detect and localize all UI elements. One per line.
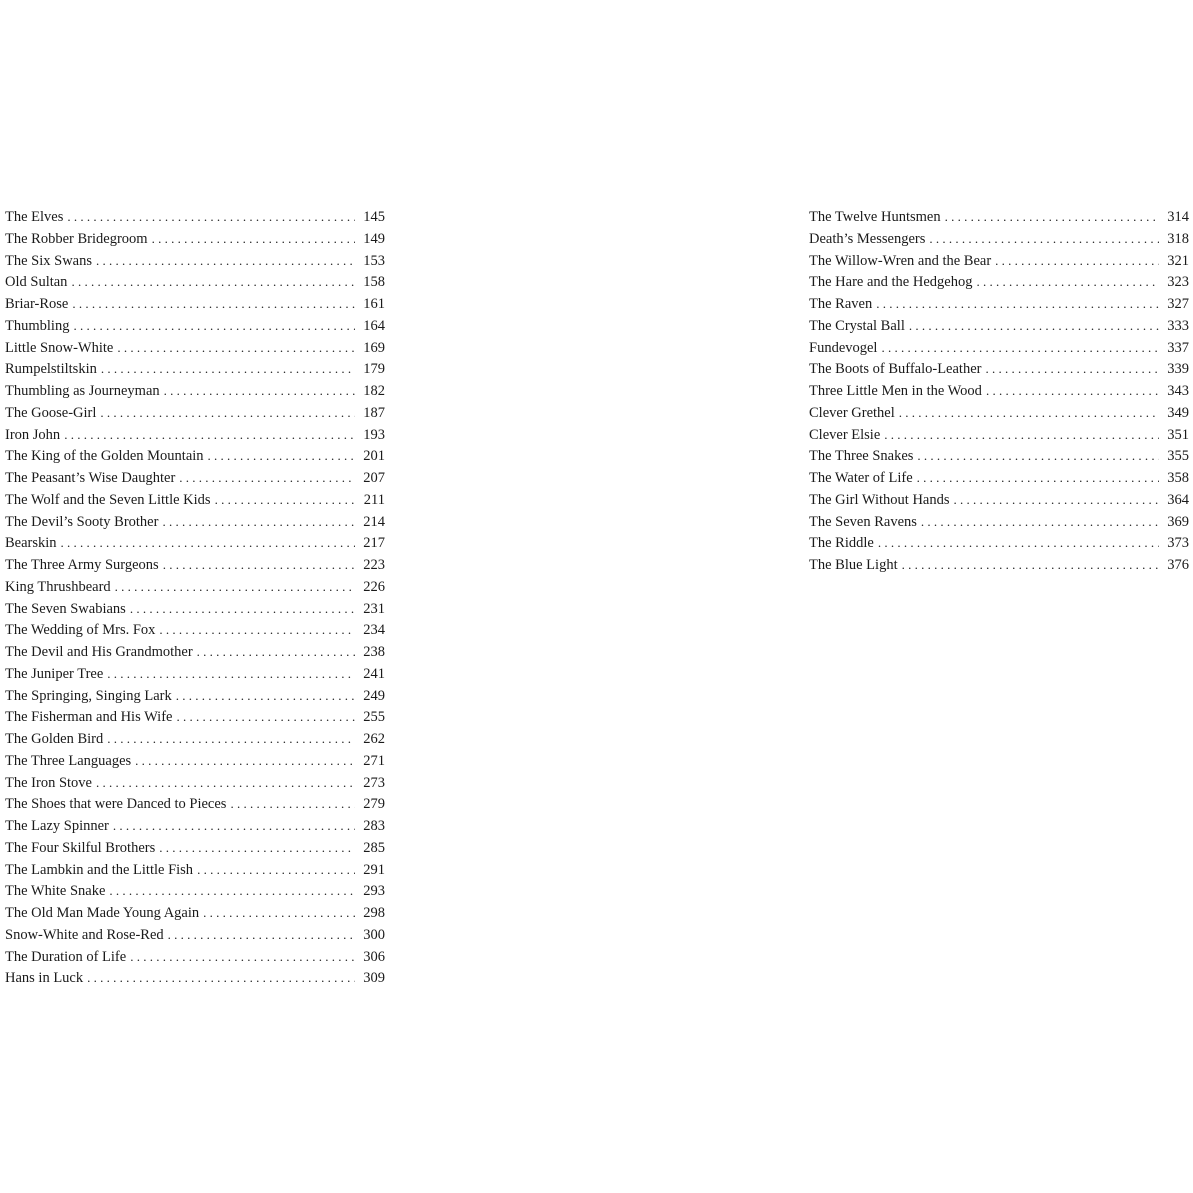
dot-leader [881,337,1159,359]
entry-title: The Goose-Girl [5,404,97,421]
toc-entry [5,206,385,228]
entry-page-number: 262 [363,731,385,747]
entry-title: Death’s Messengers [809,230,926,247]
entry-page-number: 214 [363,513,385,530]
toc-entry [5,445,385,467]
entry-page-number: 323 [1167,274,1189,291]
entry-title: The Twelve Huntsmen [809,209,941,225]
entry-page-number: 179 [363,361,385,378]
entry-title: The Girl Without Hands [809,491,950,508]
dot-leader [96,250,355,272]
entry-title: The Raven [809,296,873,312]
toc-entry [5,576,385,598]
entry-page-number: 306 [363,948,385,965]
entry-page-number: 376 [1167,557,1189,573]
toc-entry [5,424,385,446]
entry-title: The Robber Bridegroom [5,230,148,247]
toc-entry [809,271,1189,293]
toc-entry [5,315,385,337]
entry-page-number: 314 [1167,209,1189,225]
dot-leader [96,772,355,794]
entry-page-number: 291 [363,861,385,878]
dot-leader [61,532,355,554]
toc-entry [809,380,1189,402]
dot-leader [986,380,1159,402]
entry-page-number: 373 [1167,535,1189,552]
entry-title: Briar-Rose [5,296,69,312]
entry-title: The Shoes that were Danced to Pieces [5,796,227,813]
entry-title: The Devil’s Sooty Brother [5,513,159,530]
toc-entry [5,902,385,924]
entry-page-number: 343 [1167,383,1189,399]
entry-page-number: 158 [363,274,385,291]
entry-title: The Three Languages [5,752,132,769]
entry-page-number: 149 [363,230,385,247]
dot-leader [929,228,1159,250]
dot-leader [976,271,1159,293]
entry-page-number: 318 [1167,230,1189,247]
toc-entry [809,511,1189,533]
toc-entry [809,358,1189,380]
entry-title: Thumbling as Journeyman [5,383,160,399]
entry-title: The Crystal Ball [809,317,905,334]
toc-entry [5,358,385,380]
entry-title: The Devil and His Grandmother [5,644,193,660]
toc-entry [5,728,385,750]
dot-leader [73,315,355,337]
entry-page-number: 355 [1167,448,1189,465]
toc-entry [5,685,385,707]
entry-title: The Four Skilful Brothers [5,839,156,856]
entry-title: Clever Grethel [809,404,895,421]
entry-page-number: 201 [363,448,385,465]
dot-leader [152,228,355,250]
toc-entry [5,489,385,511]
entry-page-number: 238 [363,644,385,660]
entry-page-number: 300 [363,926,385,943]
entry-page-number: 226 [363,578,385,595]
entry-title: The Willow-Wren and the Bear [809,252,992,269]
toc-left-column [5,206,385,989]
dot-leader [115,576,355,598]
entry-page-number: 145 [363,209,385,225]
dot-leader [162,511,355,533]
entry-title: The Wedding of Mrs. Fox [5,622,156,639]
entry-page-number: 293 [363,883,385,900]
dot-leader [197,641,355,663]
dot-leader [230,793,355,815]
dot-leader [176,685,355,707]
toc-entry [809,532,1189,554]
toc-entry [5,859,385,881]
entry-title: The Juniper Tree [5,665,104,682]
entry-title: The Peasant’s Wise Daughter [5,470,176,486]
toc-entry [5,946,385,968]
toc-entry [5,228,385,250]
dot-leader [117,337,355,359]
dot-leader [921,511,1159,533]
entry-page-number: 164 [363,317,385,334]
toc-right-column [809,206,1189,576]
entry-page-number: 207 [363,470,385,486]
entry-title: The Lazy Spinner [5,818,109,834]
dot-leader [176,706,355,728]
toc-entry [809,554,1189,576]
entry-page-number: 271 [363,752,385,769]
entry-page-number: 351 [1167,426,1189,443]
dot-leader [130,598,355,620]
toc-entry [5,772,385,794]
dot-leader [71,271,355,293]
dot-leader [876,293,1159,315]
dot-leader [878,532,1159,554]
entry-title: The Hare and the Hedgehog [809,274,973,291]
entry-title: Little Snow-White [5,339,114,356]
entry-page-number: 321 [1167,252,1189,269]
toc-entry [809,445,1189,467]
dot-leader [179,467,355,489]
entry-page-number: 249 [363,687,385,704]
toc-entry [809,489,1189,511]
toc-entry [5,532,385,554]
toc-entry [809,293,1189,315]
entry-title: The Six Swans [5,252,92,269]
entry-title: The Blue Light [809,557,898,573]
dot-leader [159,619,355,641]
entry-title: The Seven Ravens [809,513,917,530]
entry-title: The Riddle [809,535,874,552]
entry-title: The Golden Bird [5,731,104,747]
entry-title: The Iron Stove [5,774,92,791]
dot-leader [67,206,355,228]
dot-leader [909,315,1159,337]
toc-entry [809,402,1189,424]
entry-page-number: 298 [363,905,385,921]
entry-page-number: 333 [1167,317,1189,334]
dot-leader [164,380,355,402]
dot-leader [64,424,355,446]
toc-entry [5,837,385,859]
entry-page-number: 169 [363,339,385,356]
toc-entry [5,641,385,663]
entry-title: Thumbling [5,317,70,334]
entry-page-number: 182 [363,383,385,399]
toc-entry [809,206,1189,228]
dot-leader [135,750,355,772]
entry-title: The Fisherman and His Wife [5,709,173,726]
toc-entry [5,967,385,989]
toc-entry [5,815,385,837]
toc-entry [5,380,385,402]
dot-leader [163,554,355,576]
dot-leader [107,663,355,685]
toc-entry [809,424,1189,446]
entry-title: The Old Man Made Young Again [5,905,200,921]
dot-leader [899,402,1159,424]
entry-page-number: 273 [363,774,385,791]
dot-leader [100,402,355,424]
entry-page-number: 349 [1167,404,1189,421]
toc-entry [809,337,1189,359]
toc-entry [809,228,1189,250]
toc-entry [809,315,1189,337]
dot-leader [109,880,355,902]
toc-entry [5,619,385,641]
entry-title: The Water of Life [809,470,913,486]
dot-leader [113,815,355,837]
dot-leader [101,358,355,380]
dot-leader [107,728,355,750]
entry-page-number: 153 [363,252,385,269]
dot-leader [917,445,1159,467]
toc-entry [5,663,385,685]
entry-page-number: 187 [363,404,385,421]
entry-page-number: 217 [363,535,385,552]
dot-leader [208,445,355,467]
entry-title: The Boots of Buffalo-Leather [809,361,982,378]
toc-entry [5,598,385,620]
entry-page-number: 234 [363,622,385,639]
entry-title: Hans in Luck [5,970,84,987]
toc-entry [5,750,385,772]
toc-entry [5,511,385,533]
dot-leader [215,489,355,511]
dot-leader [203,902,355,924]
entry-page-number: 241 [363,665,385,682]
dot-leader [72,293,355,315]
entry-page-number: 255 [363,709,385,726]
entry-page-number: 161 [363,296,385,312]
entry-page-number: 327 [1167,296,1189,312]
toc-entry [5,880,385,902]
entry-title: The Seven Swabians [5,600,126,617]
dot-leader [902,554,1159,576]
entry-page-number: 339 [1167,361,1189,378]
dot-leader [945,206,1159,228]
dot-leader [197,859,355,881]
toc-entry [5,467,385,489]
dot-leader [884,424,1159,446]
entry-title: Clever Elsie [809,426,881,443]
entry-page-number: 285 [363,839,385,856]
entry-title: Rumpelstiltskin [5,361,97,378]
entry-page-number: 279 [363,796,385,813]
toc-entry [5,250,385,272]
dot-leader [954,489,1159,511]
toc-entry [809,467,1189,489]
entry-title: The King of the Golden Mountain [5,448,204,465]
entry-title: The Duration of Life [5,948,127,965]
toc-entry [5,706,385,728]
entry-title: Snow-White and Rose-Red [5,926,164,943]
toc-entry [5,924,385,946]
dot-leader [985,358,1159,380]
entry-page-number: 358 [1167,470,1189,486]
entry-title: Fundevogel [809,339,878,356]
toc-entry [5,293,385,315]
entry-title: The Three Army Surgeons [5,557,159,573]
toc-entry [5,554,385,576]
entry-title: The White Snake [5,883,106,900]
dot-leader [87,967,355,989]
entry-title: Three Little Men in the Wood [809,383,982,399]
dot-leader [168,924,355,946]
entry-title: The Springing, Singing Lark [5,687,172,704]
toc-entry [5,402,385,424]
dot-leader [159,837,355,859]
entry-title: Bearskin [5,535,57,552]
entry-page-number: 231 [363,600,385,617]
entry-title: The Lambkin and the Little Fish [5,861,194,878]
dot-leader [917,467,1159,489]
entry-title: The Three Snakes [809,448,914,465]
toc-entry [5,793,385,815]
entry-page-number: 193 [363,426,385,443]
entry-page-number: 337 [1167,339,1189,356]
entry-page-number: 364 [1167,491,1189,508]
entry-title: The Elves [5,209,64,225]
entry-page-number: 369 [1167,513,1189,530]
dot-leader [130,946,355,968]
toc-entry [809,250,1189,272]
entry-page-number: 283 [363,818,385,834]
entry-page-number: 309 [363,970,385,987]
toc-entry [5,271,385,293]
toc-entry [5,337,385,359]
entry-title: King Thrushbeard [5,578,111,595]
entry-page-number: 211 [363,491,385,508]
entry-title: The Wolf and the Seven Little Kids [5,491,211,508]
dot-leader [995,250,1159,272]
entry-title: Iron John [5,426,61,443]
entry-page-number: 223 [363,557,385,573]
entry-title: Old Sultan [5,274,68,291]
